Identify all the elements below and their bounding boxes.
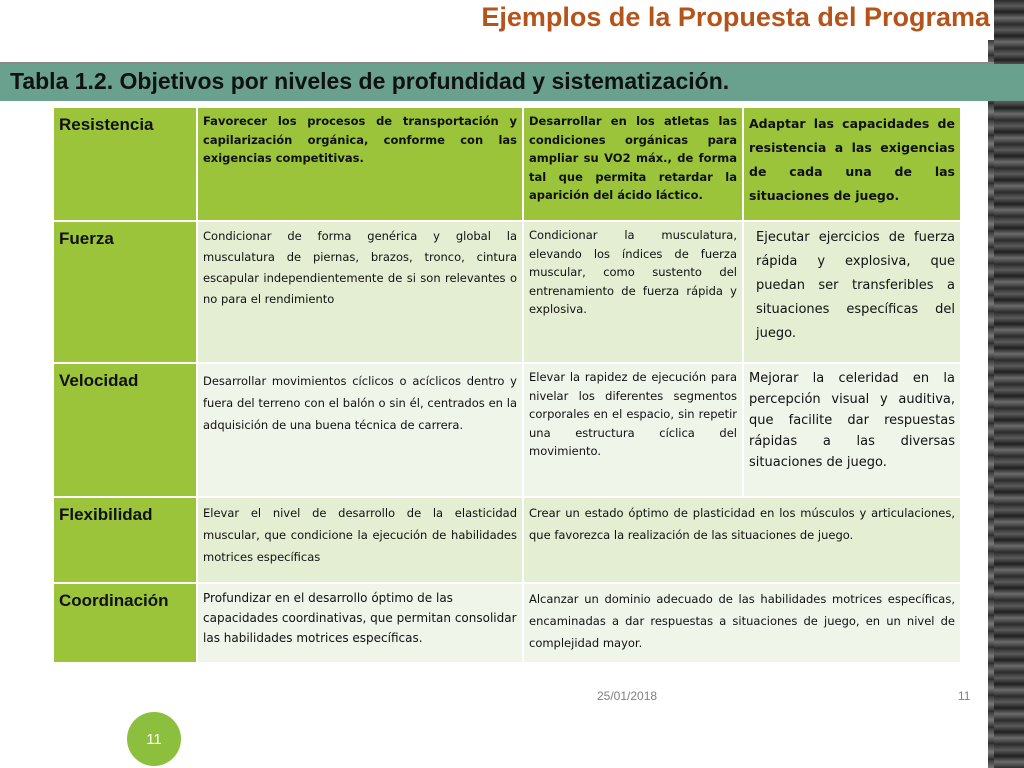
table-row-coordinacion <box>53 583 961 663</box>
page-number-badge: 11 <box>127 712 181 766</box>
table-cell: Crear un estado óptimo de plasticidad en los músculos y articulaciones, que favorezca la realización de las situaciones de juego. <box>523 497 961 583</box>
decorative-edge-line <box>988 40 994 768</box>
table-cell: Desarrollar movimientos cíclicos o acíclicos dentro y fuera del terreno con el balón o sin él, centrados en la adquisición de una buena técnica de carrera. <box>197 363 523 497</box>
table-cell: Elevar el nivel de desarrollo de la elasticidad muscular, que condicione la ejecución de habilidades motrices específicas <box>197 497 523 583</box>
table-cell: Elevar la rapidez de ejecución para nivelar los diferentes segmentos corporales en el espacio, sin repetir una estructura cíclica del movimiento. <box>523 363 743 497</box>
row-label: Velocidad <box>53 363 197 497</box>
row-label: Coordinación <box>53 583 197 663</box>
table-cell: Profundizar en el desarrollo óptimo de las capacidades coordinativas, que permitan consolidar las habilidades motrices específicas. <box>197 583 523 663</box>
row-label: Fuerza <box>53 221 197 363</box>
table-cell: Desarrollar en los atletas las condiciones orgánicas para ampliar su VO2 máx., de forma tal que permita retardar la aparición del ácido láctico. <box>523 107 743 221</box>
footer-date: 25/01/2018 <box>597 689 658 703</box>
table-cell: Adaptar las capacidades de resistencia a las exigencias de cada una de las situaciones de juego. <box>743 107 961 221</box>
table-row-resistencia <box>53 107 961 221</box>
table-caption: Tabla 1.2. Objetivos por niveles de profundidad y sistematización. <box>10 68 730 94</box>
table-cell: Mejorar la celeridad en la percepción visual y auditiva, que facilite dar respuestas rápidas a las diversas situaciones de juego. <box>743 363 961 497</box>
objectives-table <box>52 106 962 664</box>
table-cell: Favorecer los procesos de transportación y capilarización orgánica, conforme con las exigencias competitivas. <box>197 107 523 221</box>
table-row-velocidad <box>53 363 961 497</box>
slide-title: Ejemplos de la Propuesta del Programa <box>481 2 990 32</box>
row-label: Resistencia <box>53 107 197 221</box>
footer-slide-number: 11 <box>958 689 971 703</box>
row-label: Flexibilidad <box>53 497 197 583</box>
table-cell: Alcanzar un dominio adecuado de las habilidades motrices específicas, encaminadas a dar respuestas a situaciones de juego, en un nivel de complejidad mayor. <box>523 583 961 663</box>
table-cell: Ejecutar ejercicios de fuerza rápida y explosiva, que puedan ser transferibles a situaciones específicas del juego. <box>743 221 961 363</box>
table-cell: Condicionar la musculatura, elevando los índices de fuerza muscular, como sustento del entrenamiento de fuerza rápida y explosiva. <box>523 221 743 363</box>
decorative-edge-texture <box>994 0 1024 768</box>
table-cell: Condicionar de forma genérica y global la musculatura de piernas, brazos, tronco, cintura escapular independientemente de si son relevantes o no para el rendimiento <box>197 221 523 363</box>
table-row-fuerza <box>53 221 961 363</box>
table-row-flexibilidad <box>53 497 961 583</box>
